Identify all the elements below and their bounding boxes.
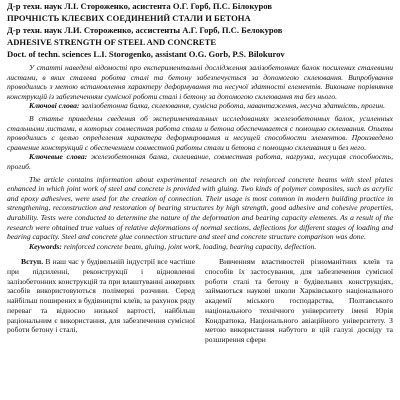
abstract-ua: У статті наведені відомості про експериментальні дослідження залізобетонних балок посилених сталевими листами, в яких сталева робота сталі та бетону забезпечується за допомогою склеювання. Випробування проводились з метою встановлення характеру деформування та несучої здатності елементів. Виконане порівняння конструкцій із забезпеченням сумісної роботи сталі і бетону за допомогою склеювання та без нього.	[7, 63, 393, 101]
keywords-ru-text: железобетонная балка, склеивание, совместная работа, нагрузка, несущая способность, прогиб.	[7, 152, 393, 171]
abstract-ru: В статье приведены сведения об экспериментальных исследованиях железобетонных балок, усиленных стальными листами, в которых совместная работа стали и бетона обеспечивается с помощью склеивания. Опыты проводились с целью определения характера деформирования и несущей способности элементов. Произведено сравнение конструкций с обеспечением совместной работы стали и бетона с помощью склеивания и без него.	[7, 113, 393, 152]
body-left-text: В наш час у будівельній індустрії все частіше при підсиленні, реконструкції і відновленні залізобетонних конструкцій та при влаштуванні анкерних засобів використовуються полімерні розчини. Серед найбільш поширених в будівництві клеїв, за рахунок ряду переваг та відносно низької вартості, найбільш раціональним є використання, для забезпечення сумісної роботи бетону і сталі,	[7, 257, 195, 335]
authors-en: Doct. of techn. sciences L.I. Storogenko, assistant O.G. Gorb, P.S. Bilokurov	[7, 49, 285, 59]
keywords-ua	[7, 101, 393, 111]
keywords-ru-label: Ключевые слова:	[29, 152, 88, 162]
authors-ua: Д-р техн. наук Л.І. Стороженко, асистента О.Г. Горб, П.С. Білокуров	[7, 1, 272, 11]
keywords-ru	[7, 152, 393, 171]
abstract-en: The article contains information about experimental research on the reinforced concrete beams with steel plates enhanced in which joint work of steel and concrete is provided with gluing. Two kinds of polymer composites, such as acrylic and epoxy adhesives, were used for the creation of connection. Their usage is most common in modern building practice in strengthening, reconstruction and restoration of bearing structures by high strength, good adhesive and cohesive properties, durability. Tests were conducted to determine the nature of the deformation and bearing capacity elements. As a result of the research were obtained true values of relative deformations of normal sections, deflections for different stages of loading and bearing capacity. Steel and concrete glue connection structure and steel and concrete structure comparison was done.	[7, 174, 393, 242]
keywords-en-label: Keywords:	[29, 241, 62, 251]
body-right-column: Вивченням властивостей різноманітних клеїв та способів їх застосування, для забезпечення сумісної роботи сталі та бетону в будівельних конструкціях, займаються наукові школи Харківського національного академії міського господарства, Полтавського національного технічного університету імені Юрія Кондратюка, Національного авіаційного університету. З метою використання набутого в цій галузі досвіду та розширення сфери	[205, 257, 393, 344]
keywords-ua-text: залізобетонна балка, склеювання, сумісна робота, навантаження, несуча здатність, прогин.	[81, 101, 385, 111]
keywords-ua-label: Ключові слова:	[29, 101, 80, 111]
body-columns	[7, 257, 393, 344]
keywords-en	[7, 242, 393, 252]
keywords-en-text: reinforced concrete beam, gluing, joint work, loading, bearing capacity, deflection.	[63, 241, 317, 251]
authors-ru: Д-р техн. наук Л.И. Стороженко, ассистенты А.Г. Горб, П.С. Белокуров	[7, 25, 283, 35]
title-en: ADHESIVE STRENGTH OF STEEL AND CONCRETE	[7, 37, 217, 47]
body-left-column	[7, 257, 195, 344]
title-ua: ПРОЧНІСТЬ КЛЕЄВИХ СОЕДИНЕНИЙ СТАЛИ И БЕТОНА	[7, 13, 251, 23]
intro-heading: Вступ.	[21, 257, 44, 267]
